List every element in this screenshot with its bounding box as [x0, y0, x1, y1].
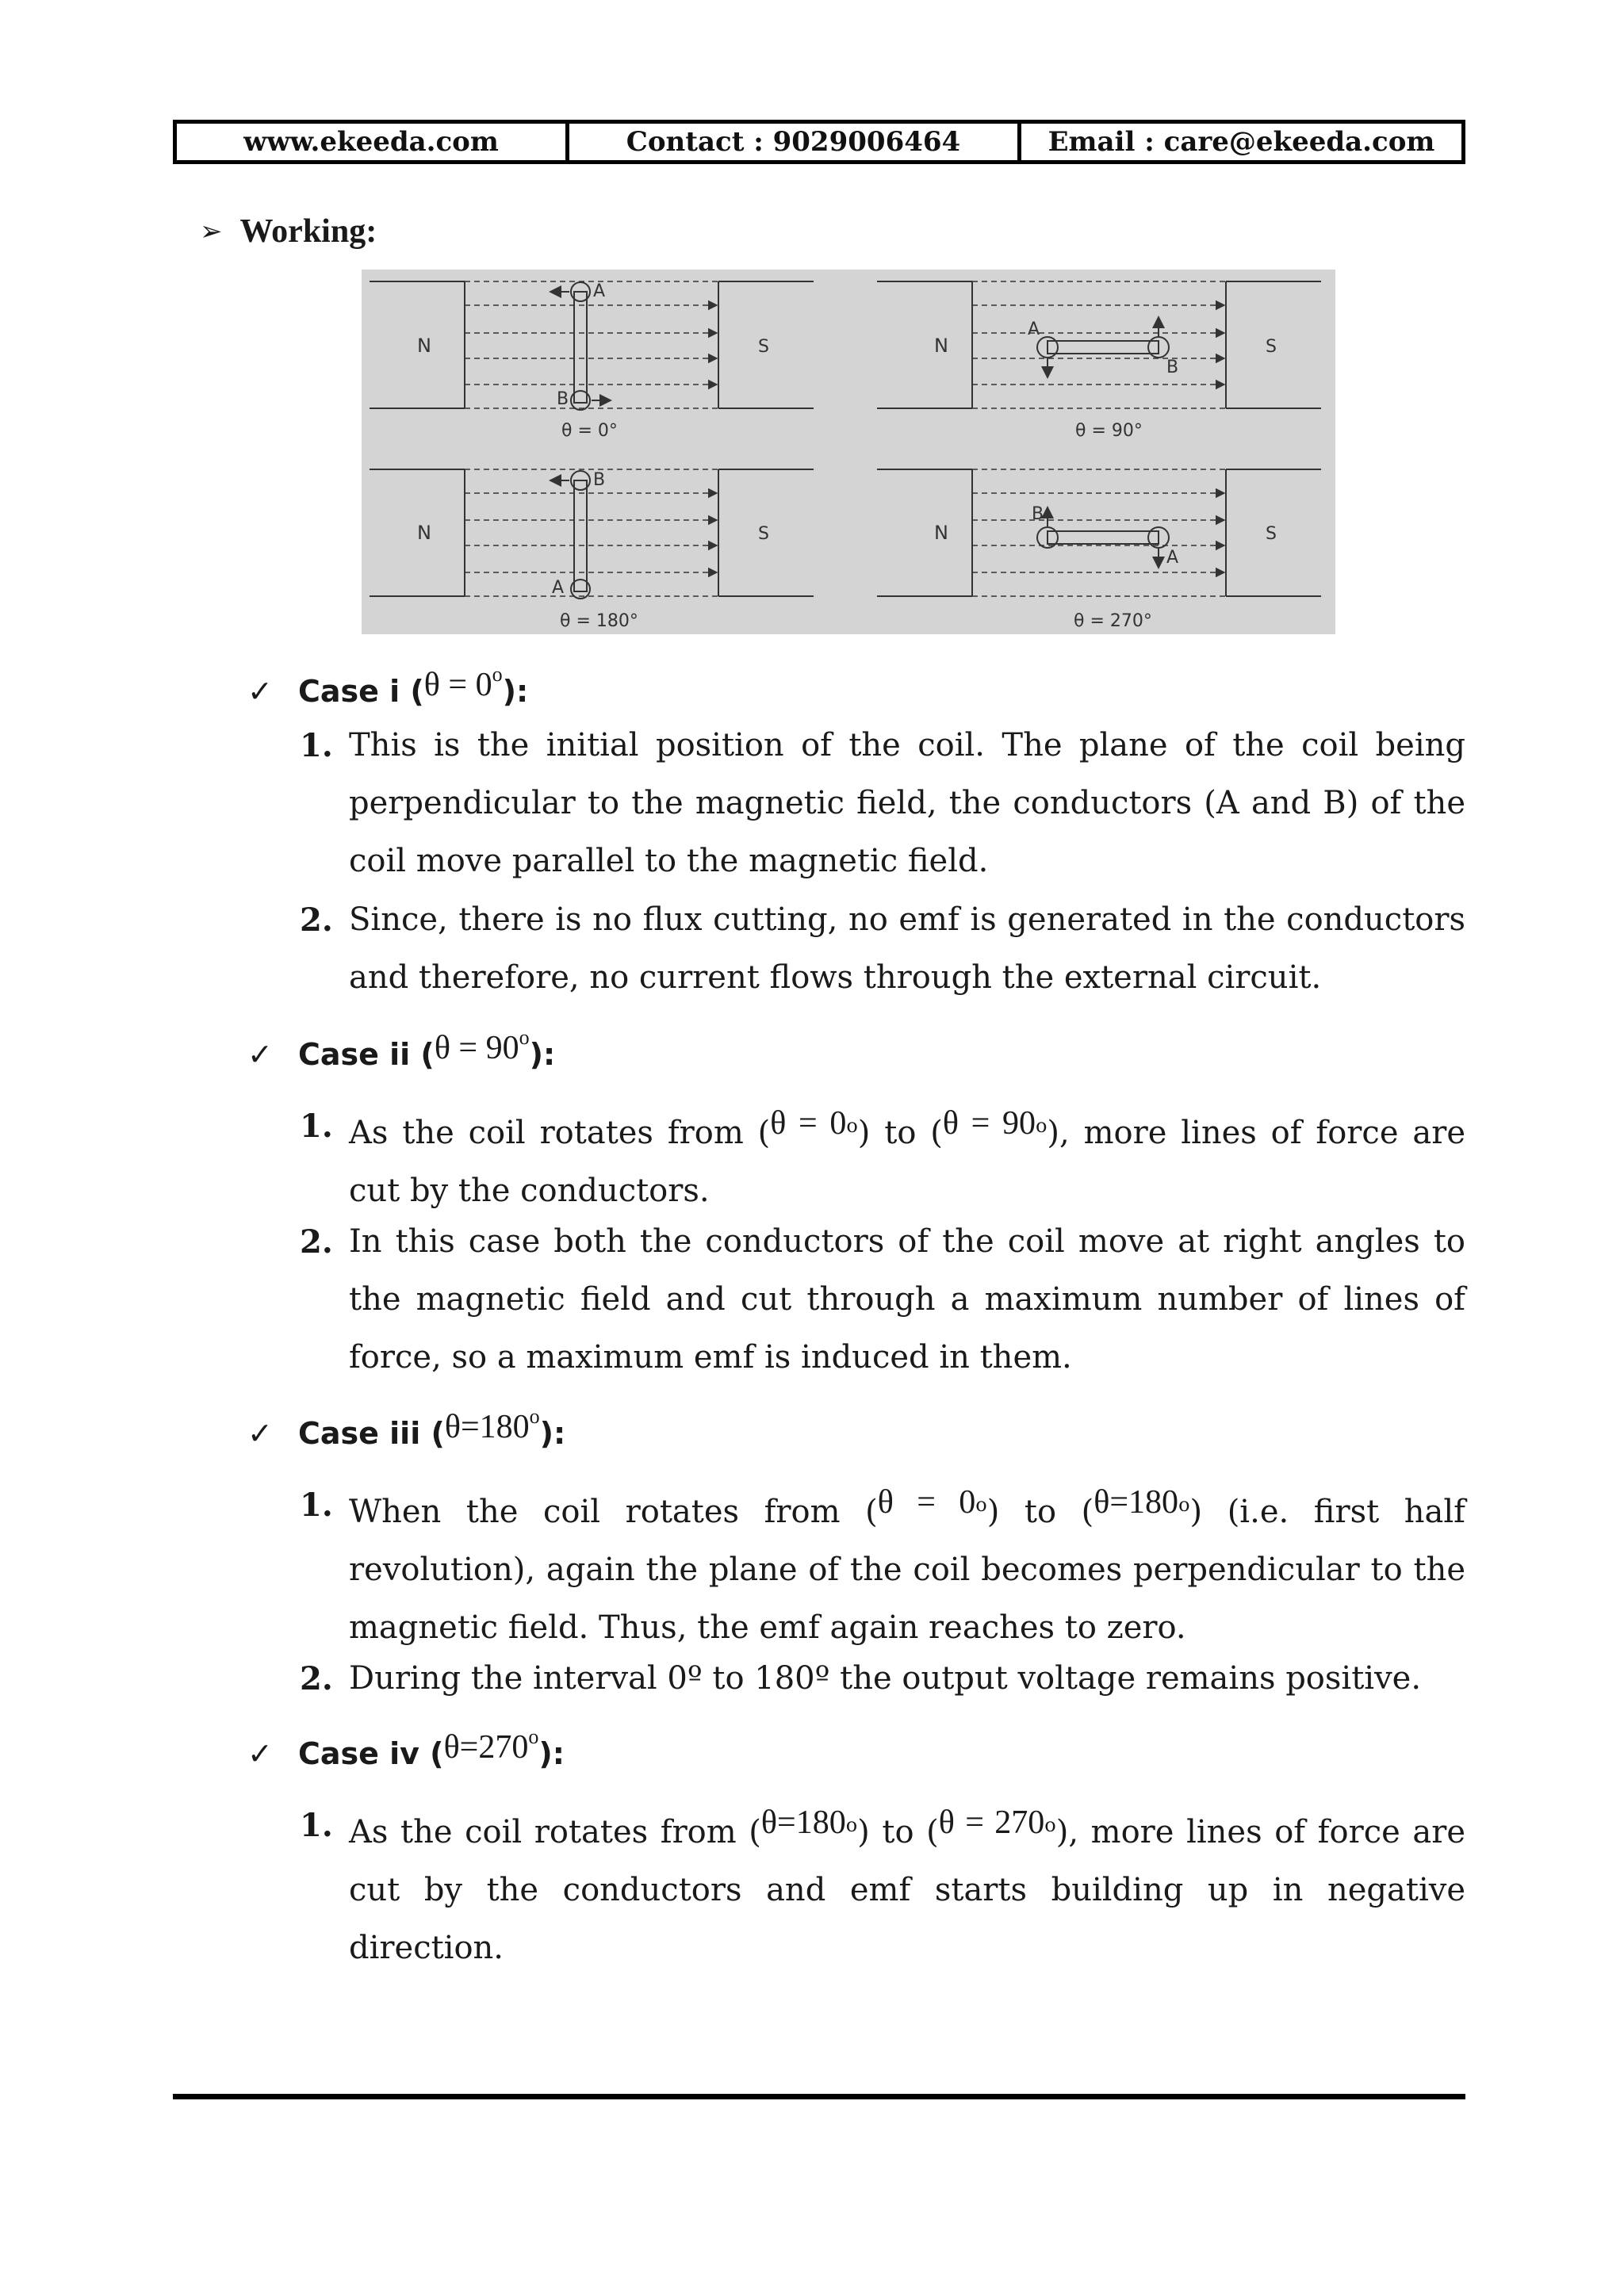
svg-text:θ = 270°: θ = 270°: [1074, 611, 1152, 631]
footer-rule: [173, 2094, 1465, 2099]
svg-text:A: A: [552, 578, 565, 598]
angle-label: θ = 0°: [561, 421, 618, 441]
check-icon: ✓: [247, 1037, 273, 1072]
case-label: Case ii: [298, 1037, 411, 1072]
check-icon: ✓: [247, 1736, 273, 1771]
pole-n-label: N: [417, 335, 431, 357]
svg-text:θ = 180°: θ = 180°: [560, 611, 638, 631]
case-label: Case iii: [298, 1416, 421, 1451]
list-item: 2. Since, there is no flux cutting, no emf is generated in the conductors and therefore, no current flows through the external circuit.: [300, 901, 1465, 996]
list-item: 2. In this case both the conductors of the coil move at right angles to the magnetic field and cut through a maximum number of lines of force, so a maximum emf is induced in them.: [300, 1223, 1465, 1376]
case-i-heading: ✓ Case i ( $\theta = 0^o$ ):: [247, 663, 529, 709]
section-title: Working:: [239, 213, 377, 250]
list-item: 1. As the coil rotates from $(\theta = 0^o)$ to $(\theta = 90^o)$, more lines of force are cut by the conductors.: [300, 1105, 1465, 1209]
svg-text:N: N: [934, 522, 948, 544]
panel-theta-180: [370, 469, 814, 631]
svg-text:S: S: [1266, 337, 1277, 357]
case-theta: θ = 0: [423, 667, 492, 703]
panel-theta-270: [877, 469, 1321, 631]
header-website[interactable]: www.ekeeda.com: [177, 124, 569, 160]
arrow-bullet-icon: ➢: [200, 216, 223, 247]
svg-text:B: B: [1032, 504, 1044, 524]
svg-text:B: B: [593, 470, 606, 490]
coil-position-figure: [362, 270, 1335, 634]
conductor-label: B: [557, 389, 569, 409]
svg-text:N: N: [417, 522, 431, 544]
header-email[interactable]: Email : care@ekeeda.com: [1048, 126, 1435, 158]
svg-text:N: N: [934, 335, 948, 357]
list-item: 2. During the interval 0º to 180º the output voltage remains positive.: [300, 1660, 1422, 1697]
svg-text:θ = 90°: θ = 90°: [1075, 421, 1143, 441]
case-iii-heading: ✓ Case iii ( $\theta=180^o$ ):: [247, 1405, 566, 1451]
check-icon: ✓: [247, 674, 273, 709]
header-contact: Contact : 9029006464: [569, 124, 1021, 160]
header-bar: [173, 120, 1465, 164]
case-label: Case iv: [298, 1736, 419, 1771]
pole-s-label: S: [758, 337, 769, 357]
svg-text:A: A: [1166, 548, 1179, 568]
conductor-label: A: [593, 281, 606, 301]
case-ii-heading: ✓ Case ii ( $\theta = 90^o$ ):: [247, 1026, 556, 1072]
svg-text:S: S: [1266, 524, 1277, 544]
panel-theta-90: [877, 281, 1321, 441]
list-item: 1. When the coil rotates from $(\theta = 0^o)$ to $(\theta=180^o)$ (i.e. first half revolution), again the plane of the coil becomes perpendicular to the magnetic field. Thus, the emf again reaches to zero.: [300, 1484, 1465, 1646]
list-item: 1. As the coil rotates from $(\theta=180^o)$ to $(\theta = 270^o)$, more lines of force are cut by the conductors and emf starts building up in negative direction.: [300, 1804, 1465, 1966]
list-item: 1. This is the initial position of the coil. The plane of the coil being perpendicular to the magnetic field, the conductors (A and B) of the coil move parallel to the magnetic field.: [300, 727, 1465, 879]
section-heading: [200, 212, 377, 251]
panel-theta-0: [370, 281, 814, 441]
check-icon: ✓: [247, 1416, 273, 1451]
svg-text:A: A: [1028, 320, 1040, 339]
case-label: Case i: [298, 674, 400, 709]
case-iv-heading: ✓ Case iv ( $\theta=270^o$ ):: [247, 1725, 565, 1771]
svg-text:S: S: [758, 524, 769, 544]
svg-text:B: B: [1166, 358, 1179, 377]
